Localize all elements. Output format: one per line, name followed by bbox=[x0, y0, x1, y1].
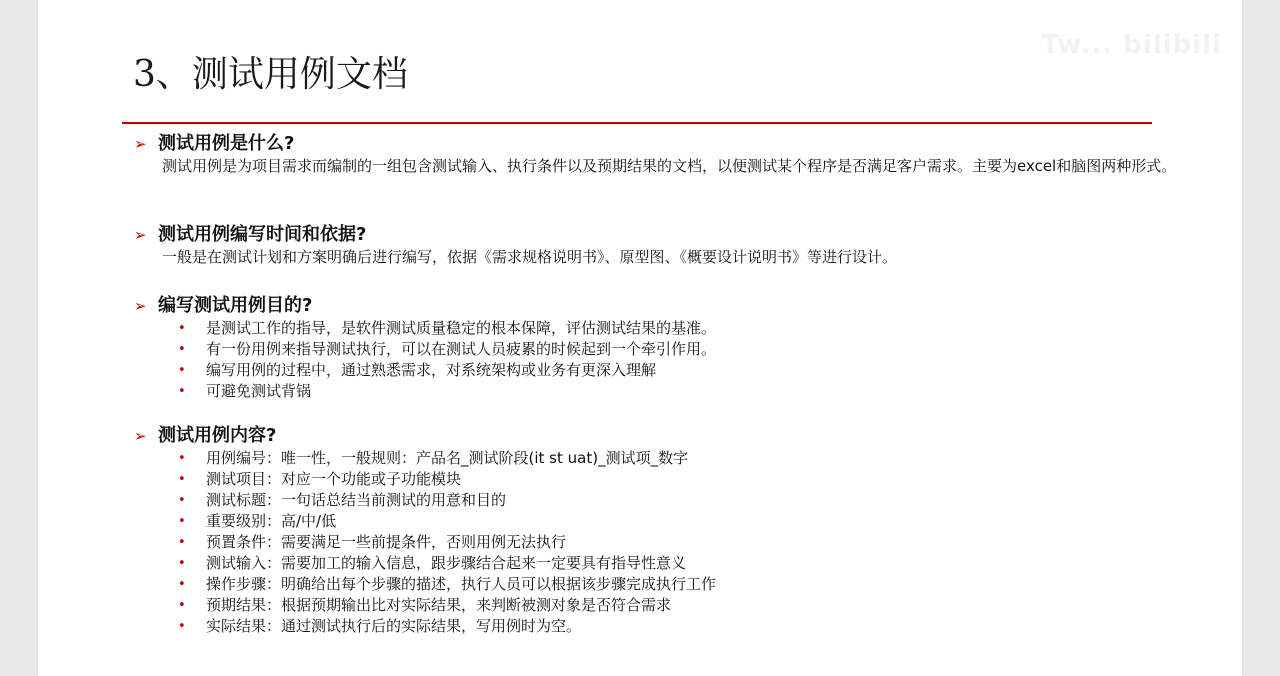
slide bbox=[38, 0, 1242, 676]
list-item: • 是测试工作的指导，是软件测试质量稳定的根本保障，评估测试结果的基准。 bbox=[178, 319, 717, 337]
bullet-dot-icon: • bbox=[178, 556, 186, 571]
bullet-dot-icon: • bbox=[178, 514, 186, 529]
bullet-dot-icon: • bbox=[178, 363, 186, 378]
bullet-dot-icon: • bbox=[178, 619, 186, 634]
section-what bbox=[134, 132, 1214, 177]
section-heading: 编写测试用例目的? bbox=[158, 295, 313, 316]
watermark-logo: Tw... bilibili bbox=[1041, 30, 1222, 60]
section-content bbox=[134, 424, 1214, 637]
list-item: • 有一份用例来指导测试执行，可以在测试人员疲累的时候起到一个牵引作用。 bbox=[178, 340, 717, 358]
list-item: • 重要级别：高/中/低 bbox=[178, 512, 337, 530]
title-divider bbox=[122, 122, 1152, 124]
list-item: • 可避免测试背锅 bbox=[178, 382, 312, 400]
list-item: • 测试标题：一句话总结当前测试的用意和目的 bbox=[178, 491, 507, 509]
list-item: • 用例编号：唯一性，一般规则：产品名_测试阶段(it st uat)_测试项_数字 bbox=[178, 449, 689, 467]
bullet-dot-icon: • bbox=[178, 598, 186, 613]
section-text: 测试用例是为项目需求而编制的一组包含测试输入、执行条件以及预期结果的文档，以便测试某个程序是否满足客户需求。主要为excel和脑图两种形式。 bbox=[162, 157, 1177, 175]
bullet-dot-icon: • bbox=[178, 384, 186, 399]
section-heading: 测试用例是什么? bbox=[158, 133, 295, 154]
list-item: • 预期结果：根据预期输出比对实际结果，来判断被测对象是否符合需求 bbox=[178, 596, 672, 614]
arrow-bullet-icon: ➢ bbox=[134, 226, 147, 244]
section-heading: 测试用例编写时间和依据? bbox=[158, 224, 367, 245]
arrow-bullet-icon: ➢ bbox=[134, 297, 147, 315]
list-item: • 编写用例的过程中，通过熟悉需求，对系统架构或业务有更深入理解 bbox=[178, 361, 657, 379]
bullet-dot-icon: • bbox=[178, 451, 186, 466]
section-text: 一般是在测试计划和方案明确后进行编写，依据《需求规格说明书》、原型图、《概要设计说明书》等进行设计。 bbox=[162, 248, 898, 266]
purpose-list bbox=[134, 318, 1214, 402]
bullet-dot-icon: • bbox=[178, 472, 186, 487]
list-item: • 预置条件：需要满足一些前提条件，否则用例无法执行 bbox=[178, 533, 567, 551]
list-item: • 实际结果：通过测试执行后的实际结果，写用例时为空。 bbox=[178, 617, 582, 635]
bullet-dot-icon: • bbox=[178, 577, 186, 592]
section-when bbox=[134, 223, 1214, 268]
bullet-dot-icon: • bbox=[178, 535, 186, 550]
list-item: • 操作步骤：明确给出每个步骤的描述，执行人员可以根据该步骤完成执行工作 bbox=[178, 575, 717, 593]
page-title: 3、测试用例文档 bbox=[133, 54, 408, 95]
content-list bbox=[134, 448, 1214, 637]
section-heading: 测试用例内容? bbox=[158, 425, 277, 446]
bullet-dot-icon: • bbox=[178, 342, 186, 357]
section-purpose bbox=[134, 294, 1214, 402]
bullet-dot-icon: • bbox=[178, 493, 186, 508]
arrow-bullet-icon: ➢ bbox=[134, 427, 147, 445]
bullet-dot-icon: • bbox=[178, 321, 186, 336]
list-item: • 测试项目：对应一个功能或子功能模块 bbox=[178, 470, 462, 488]
arrow-bullet-icon: ➢ bbox=[134, 135, 147, 153]
list-item: • 测试输入：需要加工的输入信息，跟步骤结合起来一定要具有指导性意义 bbox=[178, 554, 687, 572]
